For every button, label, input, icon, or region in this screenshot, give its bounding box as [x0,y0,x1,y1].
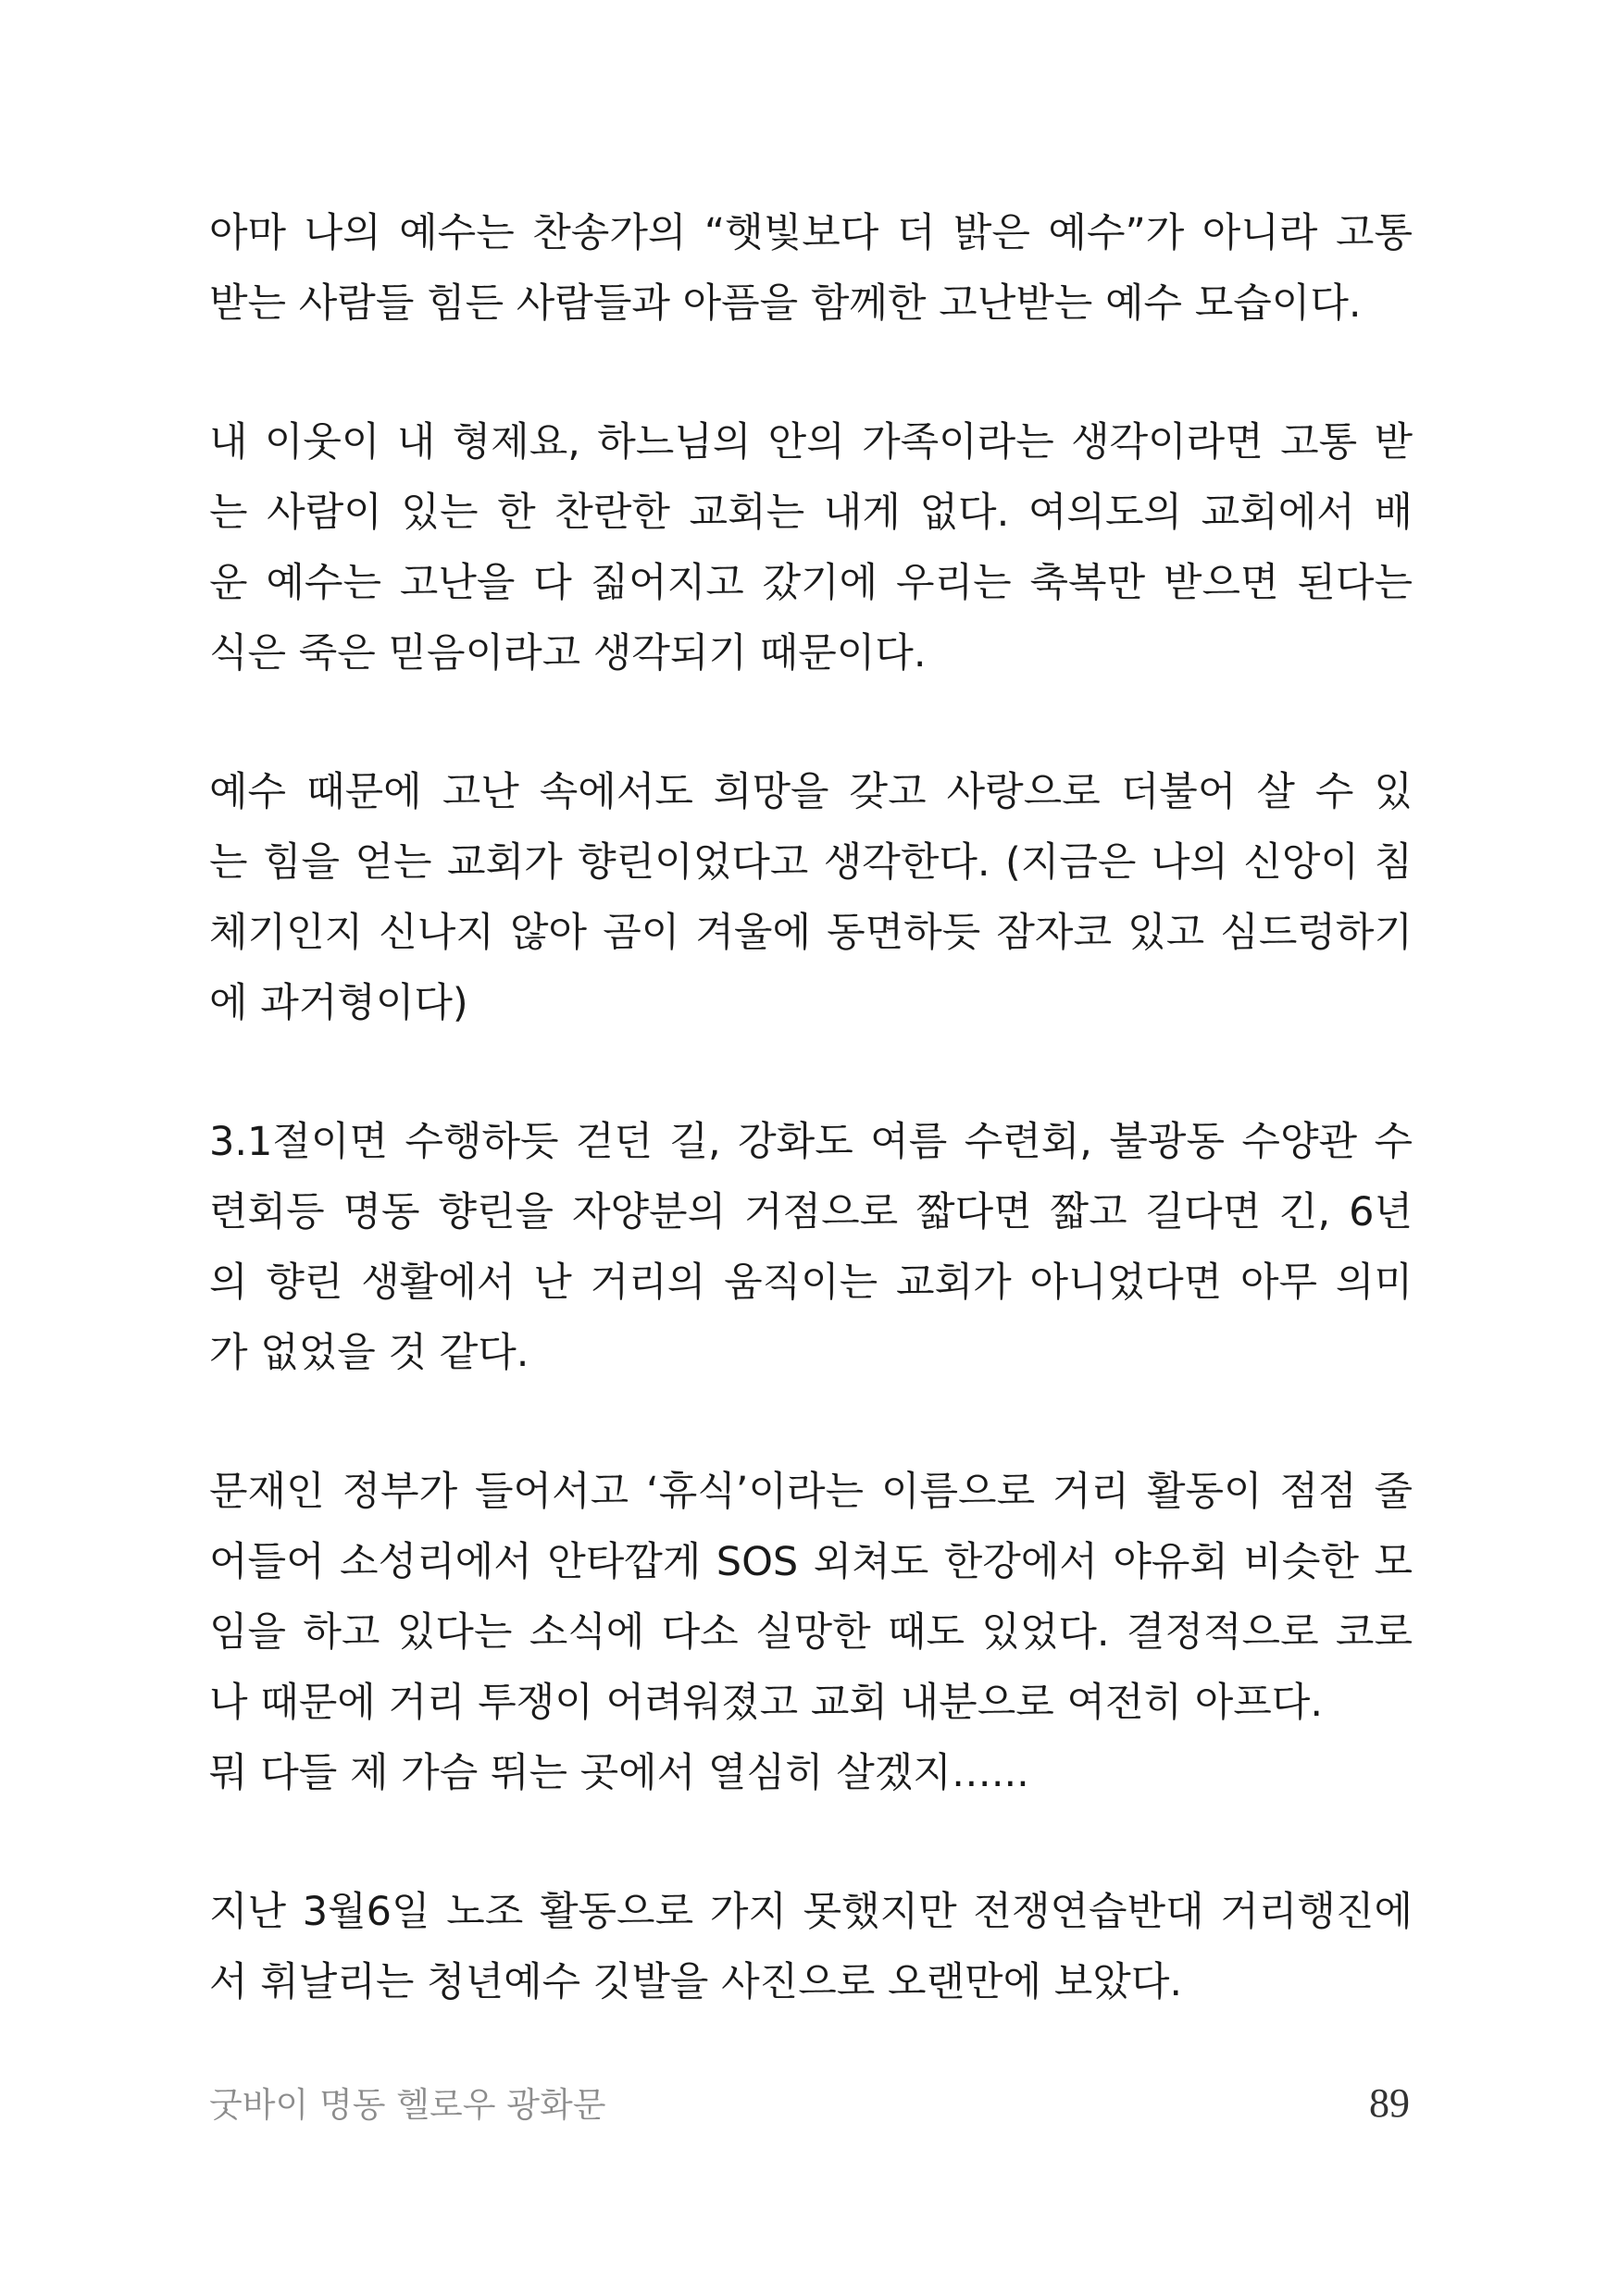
text-line: 예수 때문에 고난 속에서도 희망을 갖고 사랑으로 더불어 살 수 있 [209,769,1413,815]
text-line: 에 과거형이다) [209,980,468,1026]
text-line: 련회등 명동 향린을 자양분의 거점으로 짧다면 짧고 길다면 긴, 6년 [209,1189,1413,1235]
text-line: 문재인 정부가 들어서고 ‘휴식’이라는 이름으로 거리 활동이 점점 줄 [209,1469,1413,1515]
text-line: 체기인지 신나지 않아 곰이 겨울에 동면하듯 잠자코 있고 심드렁하기 [209,910,1413,956]
text-line: 의 향린 생활에서 난 거리의 움직이는 교회가 아니었다면 아무 의미 [209,1260,1413,1306]
book-title-footer: 굿바이 명동 헬로우 광화문 [209,2085,606,2125]
text-line: 가 없었을 것 같다. [209,1330,529,1376]
text-line: 식은 죽은 믿음이라고 생각되기 때문이다. [209,630,927,676]
text-line: 운 예수는 고난을 다 짊어지고 갔기에 우리는 축복만 받으면 된다는 [209,560,1413,606]
text-line: 서 휘날리는 청년예수 깃발을 사진으로 오랜만에 보았다. [209,1959,1183,2005]
text-line: 내 이웃이 내 형제요, 하느님의 안의 가족이라는 생각이라면 고통 받 [209,419,1413,465]
text-line: 는 사람이 있는 한 찬란한 교회는 내게 없다. 여의도의 교회에서 배 [209,490,1413,536]
text-line: 받는 사람들 힘든 사람들과 아픔을 함께한 고난받는 예수 모습이다. [209,280,1362,327]
text-line: 어들어 소성리에서 안타깝게 SOS 외쳐도 한강에서 야유회 비슷한 모 [209,1539,1413,1585]
text-line: 나 때문에 거리 투쟁이 어려워졌고 교회 내분으로 여전히 아프다. [209,1680,1324,1726]
text-line: 뭐 다들 제 가슴 뛰는 곳에서 열심히 살겠지…... [209,1750,1029,1796]
text-line: 임을 하고 있다는 소식에 다소 실망한 때도 있었다. 결정적으로 코로 [209,1609,1413,1656]
text-line: 지난 3월6일 노조 활동으로 가지 못했지만 전쟁연습반대 거리행진에 [209,1889,1413,1935]
text-line: 3.1절이면 수행하듯 걷던 길, 강화도 여름 수련회, 불광동 수양관 수 [209,1119,1413,1165]
text-line: 아마 나의 예수는 찬송가의 “햇빛보다 더 밝은 예수”가 아니라 고통 [209,210,1413,256]
page-number: 89 [1369,2080,1410,2126]
text-line: 는 힘을 얻는 교회가 향린이었다고 생각한다. (지금은 나의 신앙이 침 [209,839,1413,886]
